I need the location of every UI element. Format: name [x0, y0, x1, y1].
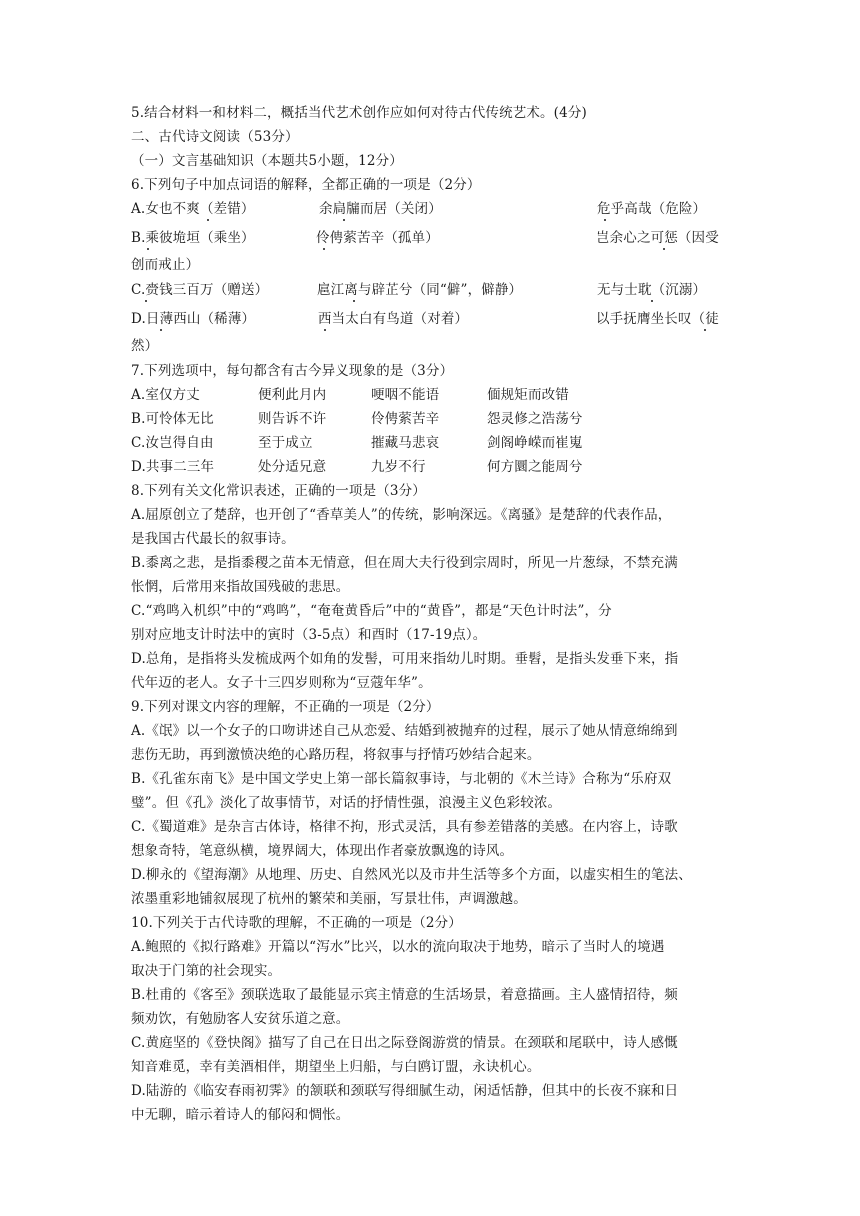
emphasis-dot [343, 219, 345, 221]
q7-row-b-col-3: 伶俜萦苦辛 [371, 411, 440, 427]
subsection-1-heading: （一）文言基础知识（本题共5小题，12分） [131, 153, 403, 169]
q7-row-c-col-1: C.汝岂得自由 [131, 435, 214, 451]
q10-line: A.鲍照的《拟行路难》开篇以“泻水”比兴，以水的流向取决于地势，暗示了当时人的境遇 [131, 939, 665, 955]
question-10-stem: 10.下列关于古代诗歌的理解，不正确的一项是（2分） [131, 915, 462, 931]
q9-line: A.《氓》以一个女子的口吻讲述自己从恋爱、结婚到被抛弃的过程，展示了她从情意绵绵到 [131, 723, 678, 739]
q6-option-c-1: C.赍钱三百万（赠送） [131, 282, 269, 298]
q9-line: 浓墨重彩地铺叙展现了杭州的繁荣和美丽，写景壮伟，声调激越。 [131, 891, 527, 907]
question-8-stem: 8.下列有关文化常识表述，正确的一项是（3分） [131, 483, 426, 499]
emphasis-dot [323, 248, 325, 250]
q6-option-d-2: 西当太白有鸟道（对着） [318, 311, 469, 327]
q8-line: B.黍离之悲，是指黍稷之苗本无情意，但在周大夫行役到宗周时，所见一片葱绿，不禁充满 [131, 555, 678, 571]
emphasis-dot [324, 329, 326, 331]
q7-row-b-col-2: 则告诉不许 [258, 411, 327, 427]
q8-line: C.“鸡鸣入机织”中的“鸡鸣”，“奄奄黄昏后”中的“黄昏”，都是“天色计时法”，分 [131, 603, 612, 619]
emphasis-dot [353, 300, 355, 302]
q6-option-a-3: 危乎高哉（危险） [597, 201, 707, 217]
question-7-stem: 7.下列选项中，每句都含有古今异义现象的是（3分） [131, 363, 454, 379]
q10-line: 频劝饮，有勉励客人安贫乐道之意。 [131, 1011, 350, 1027]
q6-option-b-2: 伶俜萦苦辛（孤单） [316, 230, 439, 246]
emphasis-dot [160, 329, 162, 331]
q6-option-d-3: 以手抚膺坐长叹（徒 [596, 311, 719, 327]
q7-row-c-col-2: 至于成立 [258, 435, 313, 451]
q7-row-c-col-3: 摧藏马悲哀 [371, 435, 440, 451]
q10-line: 中无聊，暗示着诗人的郁闷和惆怅。 [131, 1107, 350, 1123]
q7-row-a-col-3: 哽咽不能语 [371, 387, 440, 403]
q7-row-b-col-1: B.可怜体无比 [131, 411, 214, 427]
q7-row-d-col-2: 处分适兄意 [258, 459, 327, 475]
q10-line: C.黄庭坚的《登快阁》描写了自己在日出之际登阁游赏的情景。在颈联和尾联中，诗人感慨 [131, 1035, 678, 1051]
emphasis-dot [604, 219, 606, 221]
q6-option-b-3: 岂余心之可惩（因受 [596, 230, 719, 246]
question-6-stem: 6.下列句子中加点词语的解释，全都正确的一项是（2分） [131, 177, 481, 193]
q7-row-c-col-4: 剑阁峥嵘而崔嵬 [487, 435, 583, 451]
emphasis-dot [207, 219, 209, 221]
q7-row-d-col-1: D.共事二三年 [131, 459, 215, 475]
q8-line: 别对应地支计时法中的寅时（3-5点）和酉时（17-19点）。 [131, 627, 487, 643]
q9-line: 璧”。但《孔》淡化了故事情节，对话的抒情性强，浪漫主义色彩较浓。 [131, 795, 562, 811]
emphasis-dot [704, 329, 706, 331]
q9-line: B.《孔雀东南飞》是中国文学史上第一部长篇叙事诗，与北朝的《木兰诗》合称为“乐府双 [131, 771, 672, 787]
q7-row-a-col-2: 便利此月内 [258, 387, 327, 403]
q6-option-a-2: 余扃牖而居（关闭） [319, 201, 442, 217]
q10-line: B.杜甫的《客至》颈联选取了最能显示宾主情意的生活场景，着意描画。主人盛情招待，频 [131, 987, 678, 1003]
q8-line: D.总角，是指将头发梳成两个如角的发髻，可用来指幼儿时期。垂髫，是指头发垂下来，指 [131, 651, 679, 667]
emphasis-dot [651, 300, 653, 302]
q6-option-c-2: 扈江离与辟芷兮（同“僻”，僻静） [317, 282, 523, 298]
q10-line: 知音难觅，幸有美酒相伴，期望坐上归船，与白鸥订盟，永诀机心。 [131, 1059, 541, 1075]
q6-option-d-continuation: 然） [131, 338, 159, 354]
question-9-stem: 9.下列对课文内容的理解，不正确的一项是（2分） [131, 699, 440, 715]
q8-line: 怅惘，后常用来指故国残破的悲思。 [131, 579, 350, 595]
q6-option-a-1: A.女也不爽（差错） [131, 201, 255, 217]
q6-option-d-1: D.日薄西山（稀薄） [131, 311, 256, 327]
q7-row-b-col-4: 怨灵修之浩荡兮 [487, 411, 583, 427]
q9-line: 想象奇特，笔意纵横，境界阔大，体现出作者豪放飘逸的诗风。 [131, 843, 514, 859]
q10-line: 取决于门第的社会现实。 [131, 963, 282, 979]
emphasis-dot [145, 300, 147, 302]
q9-line: D.柳永的《望海潮》从地理、历史、自然风光以及市井生活等多个方面，以虚实相生的笔法、 [131, 867, 692, 883]
q7-row-d-col-4: 何方圜之能周兮 [487, 459, 583, 475]
q8-line: 代年迈的老人。女子十三四岁则称为“豆蔻年华”。 [131, 675, 432, 691]
q10-line: D.陆游的《临安春雨初霁》的颔联和颈联写得细腻生动，闲适恬静，但其中的长夜不寐和日 [131, 1083, 679, 1099]
q6-option-b-1: B.乘彼垝垣（乘坐） [131, 230, 255, 246]
q7-row-a-col-4: 偭规矩而改错 [487, 387, 569, 403]
emphasis-dot [663, 248, 665, 250]
section-2-heading: 二、古代诗文阅读（53分） [131, 129, 299, 145]
q9-line: 悲伤无助，再到激愤决绝的心路历程，将叙事与抒情巧妙结合起来。 [131, 747, 541, 763]
q6-option-b-continuation: 创而戒止） [131, 257, 200, 273]
q8-line: A.屈原创立了楚辞，也开创了“香草美人”的传统，影响深远。《离骚》是楚辞的代表作品， [131, 507, 672, 523]
emphasis-dot [147, 248, 149, 250]
q8-line: 是我国古代最长的叙事诗。 [131, 531, 295, 547]
q7-row-d-col-3: 九岁不行 [371, 459, 426, 475]
q6-option-c-3: 无与士耽（沉溺） [597, 282, 707, 298]
q7-row-a-col-1: A.室仅方丈 [131, 387, 200, 403]
q9-line: C.《蜀道难》是杂言古体诗，格律不拘，形式灵活，具有参差错落的美感。在内容上，诗歌 [131, 819, 678, 835]
question-5: 5.结合材料一和材料二，概括当代艺术创作应如何对待古代传统艺术。(4分) [131, 105, 587, 121]
